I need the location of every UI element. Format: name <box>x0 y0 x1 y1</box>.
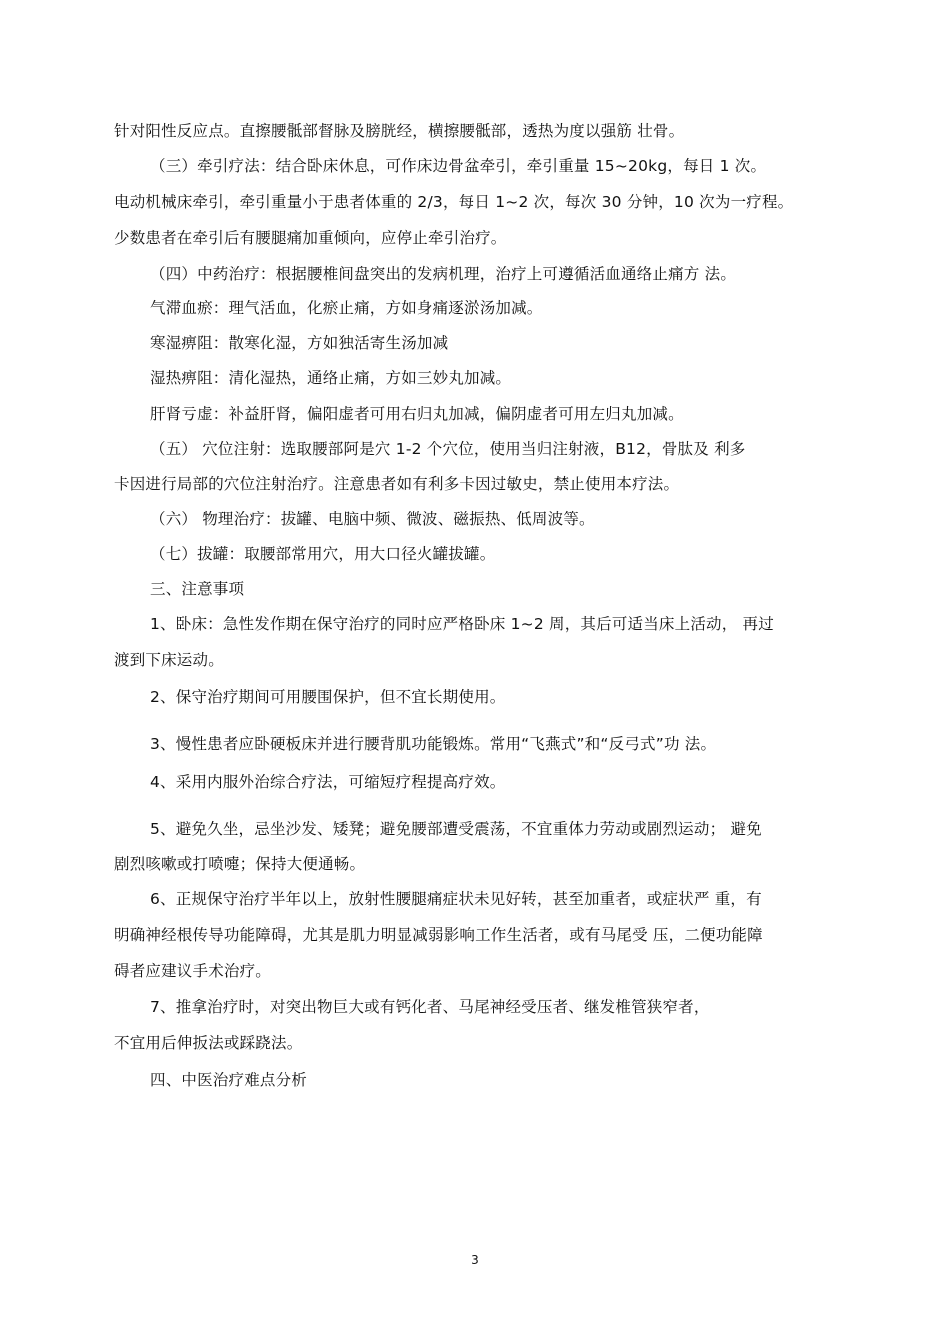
text-line: 2、保守治疗期间可用腰围保护，但不宜长期使用。 <box>150 688 506 706</box>
text-line: 气滞血瘀：理气活血，化瘀止痛，方如身痛逐淤汤加减。 <box>150 299 543 317</box>
text-line: 4、采用内服外治综合疗法，可缩短疗程提高疗效。 <box>150 773 506 791</box>
page-number: 3 <box>471 1253 479 1267</box>
text-line: 卡因进行局部的穴位注射治疗。注意患者如有利多卡因过敏史，禁止使用本疗法。 <box>114 475 680 493</box>
text-line: （五） 穴位注射：选取腰部阿是穴 1-2 个穴位，使用当归注射液，B12，骨肽及 利多 <box>150 440 746 458</box>
text-line: 少数患者在牵引后有腰腿痛加重倾向，应停止牵引治疗。 <box>114 229 507 247</box>
section-heading: 三、注意事项 <box>150 580 245 598</box>
text-line: （七）拔罐：取腰部常用穴，用大口径火罐拔罐。 <box>150 545 496 563</box>
text-line: 寒湿痹阻：散寒化湿，方如独活寄生汤加减 <box>150 334 449 352</box>
text-line: 渡到下床运动。 <box>114 651 224 669</box>
text-line: （六） 物理治疗：拔罐、电脑中频、微波、磁振热、低周波等。 <box>150 510 595 528</box>
text-line: 5、避免久坐，忌坐沙发、矮凳；避免腰部遭受震荡，不宜重体力劳动或剧烈运动； 避免 <box>150 820 762 838</box>
text-line: 明确神经根传导功能障碍，尤其是肌力明显减弱影响工作生活者，或有马尾受 压，二便功能障 <box>114 926 763 944</box>
section-heading: 四、中医治疗难点分析 <box>150 1071 308 1089</box>
text-line: （四）中药治疗：根据腰椎间盘突出的发病机理，治疗上可遵循活血通络止痛方 法。 <box>150 265 737 283</box>
text-line: 剧烈咳嗽或打喷嚏；保持大便通畅。 <box>114 855 366 873</box>
text-line: 碍者应建议手术治疗。 <box>114 962 272 980</box>
text-line: 6、正规保守治疗半年以上，放射性腰腿痛症状未见好转，甚至加重者，或症状严 重，有 <box>150 890 762 908</box>
text-line: 湿热痹阻：清化湿热，通络止痛，方如三妙丸加减。 <box>150 369 512 387</box>
text-line: 7、推拿治疗时，对突出物巨大或有钙化者、马尾神经受压者、继发椎管狭窄者， <box>150 998 710 1016</box>
text-line: 不宜用后伸扳法或踩跷法。 <box>114 1034 303 1052</box>
text-line: 3、慢性患者应卧硬板床并进行腰背肌功能锻炼。常用“飞燕式”和“反弓式”功 法。 <box>150 735 717 753</box>
text-line: （三）牵引疗法：结合卧床休息，可作床边骨盆牵引，牵引重量 15~20kg，每日 1 次。 <box>150 157 767 175</box>
text-line: 针对阳性反应点。直擦腰骶部督脉及膀胱经，横擦腰骶部，透热为度以强筋 壮骨。 <box>114 122 685 140</box>
text-line: 电动机械床牵引，牵引重量小于患者体重的 2/3，每日 1~2 次，每次 30 分钟，10 次为一疗程。 <box>114 193 794 211</box>
text-line: 1、卧床：急性发作期在保守治疗的同时应严格卧床 1~2 周，其后可适当床上活动， 再过 <box>150 615 774 633</box>
text-line: 肝肾亏虚：补益肝肾，偏阳虚者可用右归丸加减，偏阴虚者可用左归丸加减。 <box>150 405 684 423</box>
